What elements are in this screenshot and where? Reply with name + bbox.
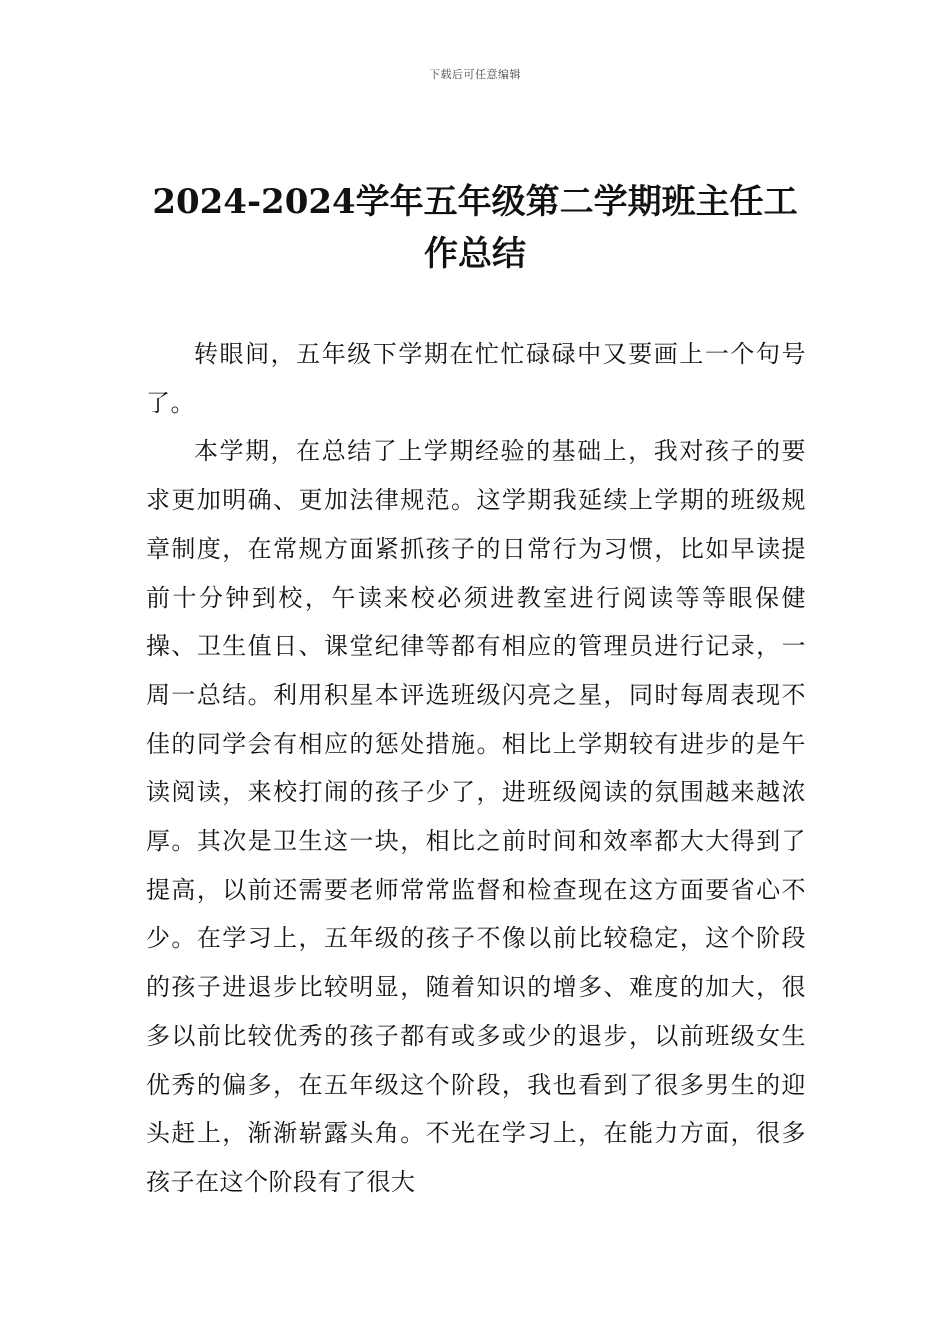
- paragraph-2: 本学期，在总结了上学期经验的基础上，我对孩子的要求更加明确、更加法律规范。这学期我延续上学期的班级规章制度，在常规方面紧抓孩子的日常行为习惯，比如早读提前十分钟到校，午读来校必须进教室进行阅读等等眼保健操、卫生值日、课堂纪律等都有相应的管理员进行记录，一周一总结。利用积星本评选班级闪亮之星，同时每周表现不佳的同学会有相应的惩处措施。相比上学期较有进步的是午读阅读，来校打闹的孩子少了，进班级阅读的氛围越来越浓厚。其次是卫生这一块，相比之前时间和效率都大大得到了提高，以前还需要老师常常监督和检查现在这方面要省心不少。在学习上，五年级的孩子不像以前比较稳定，这个阶段的孩子进退步比较明显，随着知识的增多、难度的加大，很多以前比较优秀的孩子都有或多或少的退步，以前班级女生优秀的偏多，在五年级这个阶段，我也看到了很多男生的迎头赶上，渐渐崭露头角。不光在学习上，在能力方面，很多孩子在这个阶段有了很大: [146, 437, 806, 1196]
- document-body: [146, 330, 806, 1207]
- paragraph-1: 转眼间，五年级下学期在忙忙碌碌中又要画上一个句号了。: [146, 340, 806, 417]
- document-title: 2024-2024学年五年级第二学期班主任工作总结: [152, 182, 798, 274]
- page-header-note: 下载后可任意编辑: [429, 68, 521, 81]
